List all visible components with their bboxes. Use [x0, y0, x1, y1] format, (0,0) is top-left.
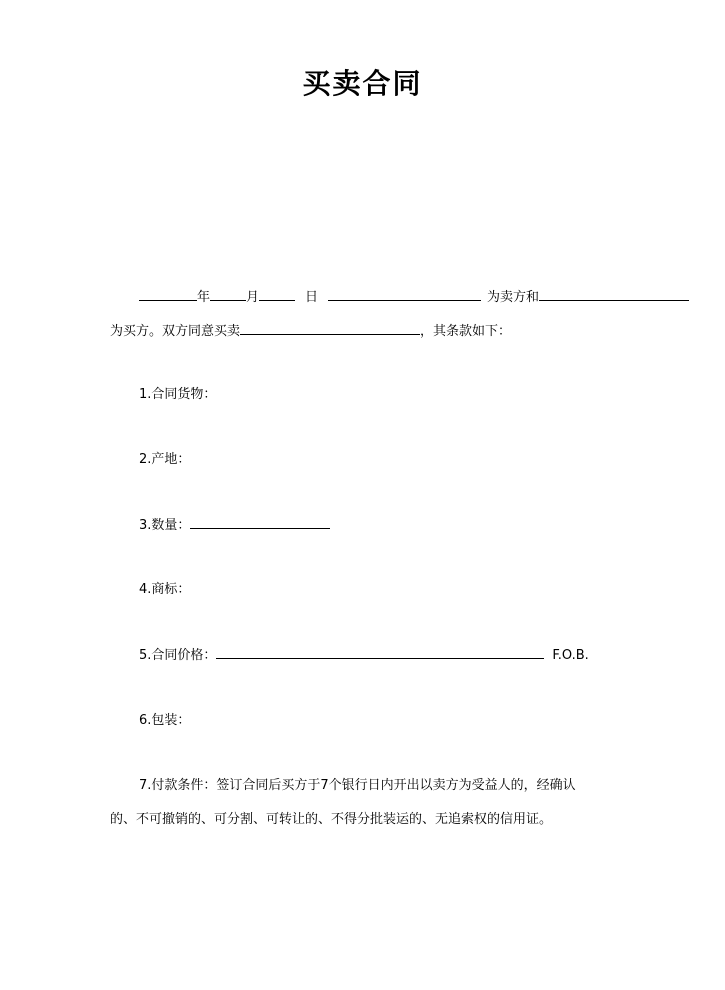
clause-5 — [139, 646, 589, 665]
intro-line-2 — [110, 322, 511, 341]
clause-label: 5.合同价格： — [139, 648, 217, 663]
buyer-blank — [539, 288, 689, 301]
clause-3 — [139, 516, 330, 535]
clause-text: 的、不可撤销的、可分割、可转让的、不得分批装运的、无追索权的信用证。 — [110, 812, 553, 827]
quantity-blank — [190, 516, 330, 529]
seller-blank — [328, 288, 481, 301]
contract-title: 买卖合同 — [302, 67, 423, 100]
seller-label: 为卖方和 — [487, 290, 540, 305]
clause-label: 4.商标： — [139, 582, 191, 597]
day-blank — [259, 288, 295, 301]
clause-1 — [139, 386, 216, 404]
clause-label: 1.合同货物： — [139, 387, 217, 402]
goods-blank — [240, 322, 420, 335]
price-blank — [216, 646, 544, 659]
clause-7-line-1 — [139, 777, 576, 795]
intro-line-1 — [139, 288, 689, 307]
clause-4 — [139, 581, 190, 599]
intro-closing: ，其条款如下： — [420, 324, 512, 339]
month-blank — [210, 288, 246, 301]
day-label: 日 — [305, 290, 319, 305]
year-blank — [139, 288, 197, 301]
clause-7-line-2 — [110, 811, 552, 829]
clause-6 — [139, 712, 190, 730]
year-label: 年 — [197, 290, 211, 305]
clause-label: 3.数量： — [139, 518, 191, 533]
clause-text: 签订合同后买方于7个银行日内开出以卖方为受益人的，经确认 — [216, 778, 576, 793]
fob-label: F.O.B. — [552, 648, 589, 663]
month-label: 月 — [246, 290, 260, 305]
clause-label: 2.产地： — [139, 452, 191, 467]
buyer-label: 为买方。双方同意买卖 — [110, 324, 241, 339]
clause-label: 7.付款条件： — [139, 778, 217, 793]
clause-2 — [139, 451, 190, 469]
clause-label: 6.包装： — [139, 713, 191, 728]
